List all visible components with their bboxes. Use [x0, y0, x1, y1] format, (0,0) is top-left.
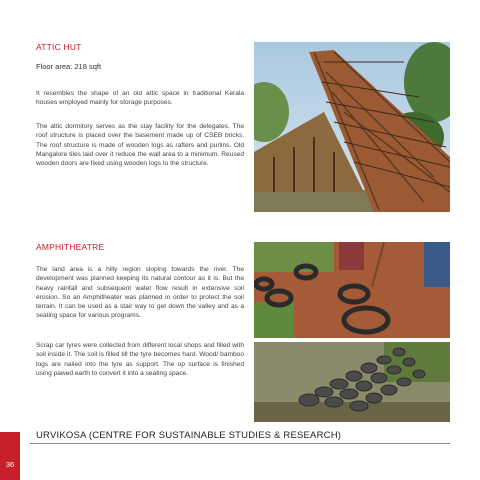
section-heading-attic-hut: ATTIC HUT [36, 42, 82, 52]
section-heading-amphitheatre: AMPHITHEATRE [36, 242, 105, 252]
tyre-terracing-photo [254, 242, 450, 338]
page-number: 36 [5, 460, 15, 469]
amphitheatre-paragraph-2: Scrap car tyres were collected from different local shops and filled with soil inside it. The soil is filled till the tyre becomes hard. Wood/ bamboo logs are nailed into the tyre as support. The op surface is finished using pawed earth to convert it into a seating space. [36, 342, 244, 377]
attic-hut-photo [254, 42, 450, 212]
footer-title: URVIKOSA (CENTRE FOR SUSTAINABLE STUDIES & RESEARCH) [36, 430, 342, 441]
floor-area-label: Floor area: 218 sqft [36, 62, 102, 71]
attic-paragraph-1: It resembles the shape of an old attic space in traditional Kerala houses employed mainly for storage purposes. [36, 90, 244, 107]
amphitheatre-paragraph-1: The land area is a hilly region sloping towards the river. The development was planned keeping its natural contour as it is. But the heavy rainfall and subsequent water flow result in extensive soil erosion. So an Amphitheater was planned in order to protect the soil terrain. It can be used as a stair way to get down the valley and as a seating space for various programs. [36, 266, 244, 320]
footer-divider [30, 443, 450, 444]
attic-paragraph-2: The attic dormitory serves as the stay facility for the delegates. The roof structure is placed over the basement made up of CSEB bricks. The roof structure is made of wooden logs as rafters and purlins. Old Mangalore tiles laid over it reduce the wall area to a minimum. Reused wooden doors are fixed using wooden logs to the structure. [36, 123, 244, 168]
tyre-seating-photo [254, 342, 450, 422]
page-number-tab [0, 432, 20, 480]
